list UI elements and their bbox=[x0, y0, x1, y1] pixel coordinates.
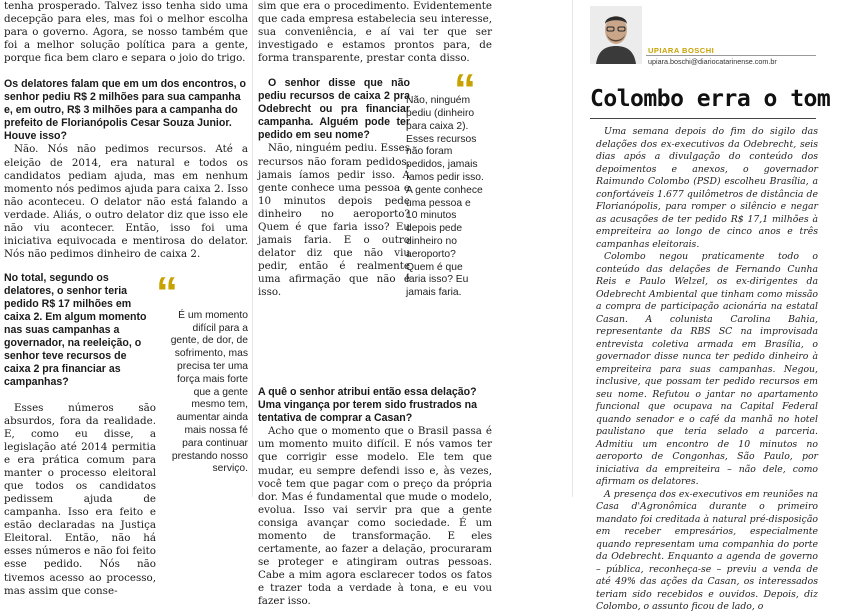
column-divider bbox=[572, 0, 573, 497]
paragraph: Colombo negou praticamente todo o conteúdo das delações de Fernando Cunha Reis e Paulo Welzel, os ex-dirigentes da Odebrecht Ambiental que tinham como missão a compra de participação acionária na estatal Casan. A colunista Carolina Bahia, representante da RBS SC na improvisada entrevista coletiva armada em Brasília, o governador disse nunca ter pedido dinheiro à empreiteira para suas campanhas. Negou, inclusive, que possam ter pedido recursos em seu nome. Refutou o jantar no apartamento funcional que ocupava na Capital Federal quando senador e o café da manhã no hotel paulistano que teria selado a parceria. Admitiu um encontro de 10 minutos no aeroporto de Congonhas, São Paulo, por iniciativa da empreiteira – não dele, como afirmam os delatores. bbox=[596, 251, 818, 487]
interview-question: A quê o senhor atribui então essa delação? Uma vingança por terem sido frustrados na tentativa de comprar a Casan? bbox=[258, 386, 477, 425]
paragraph: Uma semana depois do fim do sigilo das delações dos ex-executivos da Odebrecht, seis dias após a divulgação do conteúdo dos depoimentos e anexos, o governador Raimundo Colombo (PSD) escolheu Brasília, a confortáveis 1.677 quilômetros de distância de Florianópolis, para romper o silêncio e negar as acusações de ter pedido R$ 17,1 milhões à empreiteira ao longo de cinco anos e três campanhas eleitorais. bbox=[596, 126, 818, 250]
column-divider bbox=[252, 0, 253, 497]
interview-column-2 bbox=[258, 0, 492, 607]
quote-mark-icon: “ bbox=[454, 65, 476, 115]
author-divider bbox=[646, 55, 816, 56]
headline-rule bbox=[590, 118, 816, 119]
interview-question: No total, segundo os delatores, o senhor teria pedido R$ 17 milhões em caixa 2. Em algum momento nas suas campanhas a governador, na reeleição, o senhor teve recursos de caixa 2 pra financiar as campanhas? bbox=[4, 271, 147, 389]
interview-question: Os delatores falam que em um dos encontros, o senhor pediu R$ 2 milhões para sua campanha e, em outro, R$ 3 milhões para a campanha do prefeito de Florianópolis Cesar Souza Junior. Houve isso? bbox=[4, 78, 246, 143]
interview-answer: Não. Nós não pedimos recursos. Até a eleição de 2014, era natural e todos os candidatos pediam ajuda, mas em nenhum momento nós pedimos ajuda para caixa 2. Isso não aconteceu. O delator não está falando a verdade. Aliás, o outro delator diz que isso ele não viu acontecer. Então, isso foi uma iniciativa equivocada e mentirosa do delator. Nós não pedimos dinheiro de caixa 2. bbox=[4, 143, 248, 260]
author-email: upiara.boschi@diariocatarinense.com.br bbox=[648, 57, 777, 66]
column-headline: Colombo erra o tom bbox=[590, 86, 831, 112]
interview-answer: Esses números são absurdos, fora da realidade. E, como eu disse, a legislação até 2014 permitia e era prática comum para manter o processo eleitoral que todos os candidatos pedissem ajuda de campanha. Isso era feito e estão declaradas na Justiça Eleitoral. Então, não há esses números e não foi feito esse pedido. Nós não tivemos acesso ao processo, mas assim que conse- bbox=[4, 401, 156, 597]
paragraph: sim que era o procedimento. Evidentemente que cada empresa estabelecia seu interesse, sua conveniência, e aí vai ter que ser investigado e estamos prontos para, de forma transparente, prestar conta disso. bbox=[258, 0, 492, 65]
answer-narrow bbox=[4, 402, 156, 598]
paragraph: A presença dos ex-executivos em reuniões na Casa d'Agronômica durante o primeiro mandato foi creditada à natural pré-disposição em receber empresários, especialmente quando representam uma companhia do porte da Odebrecht. Enquanto a agenda de governo – pública, reconheça-se – previu a venda de até 49% das ações da Casan, os interessados teriam sido recebidos e ouvidos. Depois, diz Colombo, o assunto ficou de lado, o bbox=[596, 488, 818, 612]
interview-question: O senhor disse que não pediu recursos de caixa 2 pra Odebrecht ou pra financiar campanha. Alguém pode ter pedido em seu nome? bbox=[258, 77, 410, 142]
opinion-body bbox=[596, 126, 818, 614]
opinion-column bbox=[582, 0, 852, 612]
interview-answer: Acho que o momento que o Brasil passa é um momento muito difícil. E nós vamos ter que corrigir esse modelo. Ele tem que mudar, eu sempre defendi isso e, às vezes, você tem que pagar com o preço da própria dor. Mas é fundamental que mude o modelo, evolua. Isso vai servir pra que a gente consiga avançar como sociedade. É um momento de transformação. E eles certamente, ao fazer a delação, procuraram se proteger e atingiram outras pessoas. Cabe a mim agora esclarecer todos os fatos e trazer toda a verdade à tona, e eu vou fazer isso. bbox=[258, 425, 492, 607]
question-block-with-pullquote bbox=[258, 65, 492, 382]
author-name: UPIARA BOSCHI bbox=[648, 46, 715, 55]
quote-mark-icon: “ bbox=[156, 267, 178, 317]
author-photo bbox=[590, 6, 642, 64]
interview-answer: Não, ninguém pediu. Esses recursos não foram pedidos, jamais íamos pedir isso. A gente conhece uma pessoa e 10 minutos depois pede dinheiro no aeroporto? Quem é que faria isso? Eu jamais faria. E o outro delator diz que não viu pedir, então é realmente uma afirmação que não é isso. bbox=[258, 142, 411, 298]
paragraph: tenha prosperado. Talvez isso tenha sido uma decepção para eles, mas foi o melhor escolha para o governo. Agora, se nosso também que foi a melhor solução política para a gente, porque fica bem claro e separa o joio do trigo. bbox=[4, 0, 248, 65]
author-box bbox=[590, 6, 852, 74]
pull-quote: É um momento difícil para a gente, de dor, de sofrimento, mas precisa ter uma força mais forte que a gente mesmo tem, aumentar ainda mais nossa fé para continuar prestando nosso serviço. bbox=[170, 309, 248, 475]
question-block-with-pullquote bbox=[4, 267, 248, 475]
interview-column-1 bbox=[4, 0, 248, 597]
pull-quote: Não, ninguém pediu (dinheiro para caixa 2). Esses recursos não foram pedidos, jamais íamos pedir isso. A gente conhece uma pessoa e 10 minutos depois pede dinheiro no aeroporto? Quem é que faria isso? Eu jamais faria. bbox=[406, 95, 484, 299]
avatar-icon bbox=[590, 6, 642, 64]
